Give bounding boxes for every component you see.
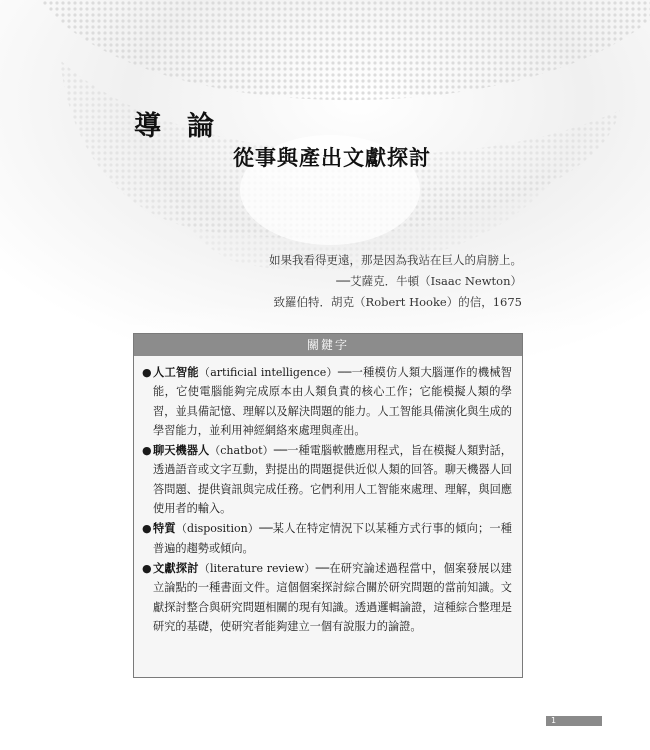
keyword-definition: ──一種電腦軟體應用程式，旨在模擬人類對話，透過語音或文字互動，對提出的問題提供近似人類的回答。聊天機器人回答問題、提供資訊與完成任務。它們利用人工智能來處理、理解，與回應使用者的輸入。 <box>153 444 512 516</box>
chapter-title: 從事與產出文獻探討 <box>233 146 431 170</box>
keyword-item-artificial-intelligence <box>142 363 512 440</box>
bullet-icon: ● <box>142 561 152 575</box>
keyword-list <box>134 356 522 636</box>
keyword-header: 關鍵字 <box>134 334 522 356</box>
keyword-definition: ──在研究論述過程當中，個案發展以建立論點的一種書面文件。這個個案探討綜合關於研究問題的當前知識。文獻探討整合與研究問題相關的現有知識。透過邏輯論證，這種綜合整理是研究的基礎，使研究者能夠建立一個有說服力的論證。 <box>153 561 512 633</box>
epigraph-quote: 如果我看得更遠，那是因為我站在巨人的肩膀上。 <box>269 253 522 267</box>
epigraph-author: ──艾薩克．牛頓（Isaac Newton） <box>336 274 522 288</box>
epigraph <box>269 250 522 313</box>
keyword-term: 特質 <box>153 522 176 536</box>
page-number: 1 <box>546 716 602 726</box>
epigraph-source: 致羅伯特．胡克（Robert Hooke）的信，1675 <box>273 295 522 309</box>
bullet-icon: ● <box>142 522 152 536</box>
bullet-icon: ● <box>142 366 152 379</box>
keyword-english: （disposition） <box>175 522 260 536</box>
keyword-box <box>133 333 523 678</box>
keyword-term: 人工智能 <box>153 366 199 379</box>
keyword-english: （artificial intelligence） <box>198 366 338 379</box>
keyword-item-disposition <box>142 519 512 558</box>
keyword-english: （chatbot） <box>209 444 274 458</box>
keyword-definition: ──一種模仿人類大腦運作的機械智能，它使電腦能夠完成原本由人類負責的核心工作；它能模擬人類的學習，並具備記憶、理解以及解決問題的能力。人工智能具備演化與生成的學習能力，並利用神經網絡來處理與產出。 <box>153 366 512 437</box>
keyword-english: （literature review） <box>198 561 316 575</box>
bullet-icon: ● <box>142 444 152 458</box>
keyword-term: 聊天機器人 <box>153 444 210 458</box>
keyword-item-literature-review <box>142 559 512 636</box>
chapter-label: 導論 <box>134 111 240 142</box>
keyword-definition: ──某人在特定情況下以某種方式行事的傾向；一種普遍的趨勢或傾向。 <box>153 522 512 555</box>
keyword-item-chatbot <box>142 441 512 518</box>
keyword-term: 文獻探討 <box>153 561 199 575</box>
